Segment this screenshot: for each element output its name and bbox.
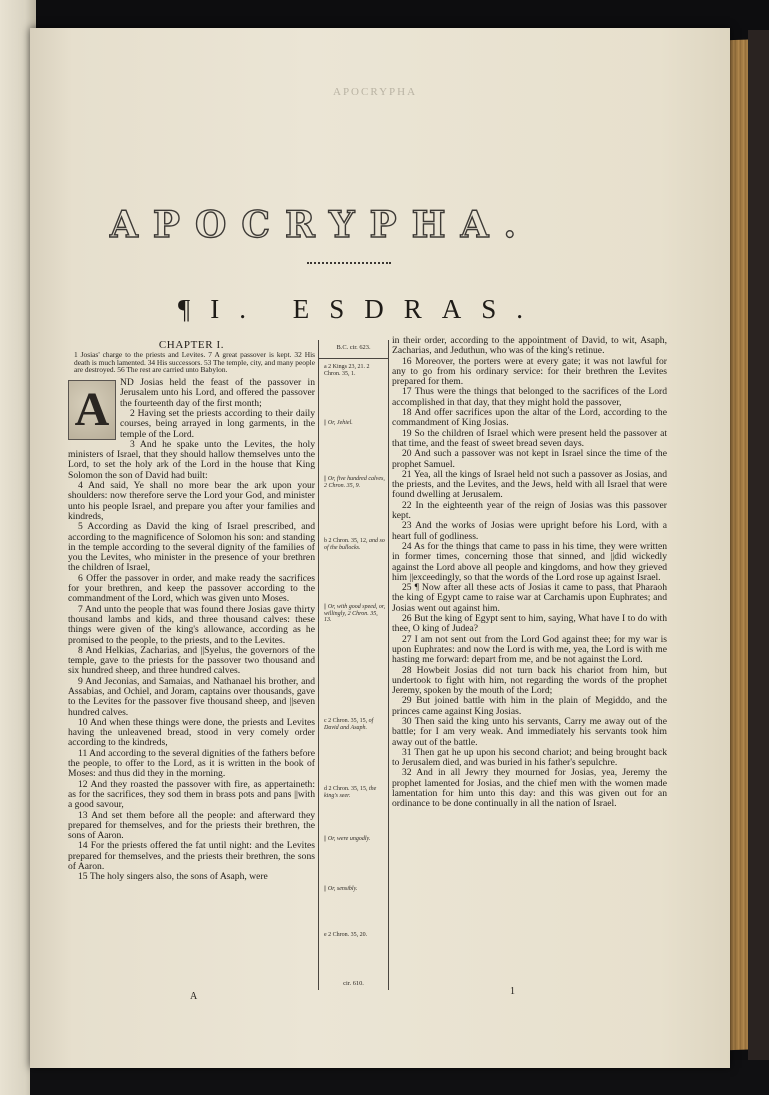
- verse-1: ND Josias held the feast of the passover in Jerusalem unto his Lord, and offered the passover the fourteenth day of the first month;: [120, 377, 315, 409]
- verse: 30 Then said the king unto his servants, Carry me away out of the battle; for I am very weak. And immediately his servants took him away out of the battle.: [392, 715, 667, 748]
- margin-note: || Or, with good speed, or, willingly, 2 Chron. 35, 13.: [324, 604, 386, 624]
- margin-note: b 2 Chron. 35, 12, and so of the bullocks.: [324, 538, 385, 551]
- verse: 25 ¶ Now after all these acts of Josias it came to pass, that Pharaoh the king of Egypt came to raise war at Carchamis upon Euphrates; and Josias went out against him.: [392, 582, 667, 614]
- verse: 2 Having set the priests according to their daily courses, being arrayed in long garments, in the temple of the Lord.: [120, 407, 315, 440]
- verse: 16 Moreover, the porters were at every gate; it was not lawful for any to go from his ordinary service: for their brethren the Levites prepared for them.: [392, 355, 667, 388]
- verse: 23 And the works of Josias were upright before his Lord, with a heart full of godliness.: [392, 520, 667, 542]
- apocrypha-title: APOCRYPHA.: [110, 204, 532, 246]
- verse: 5 According as David the king of Israel prescribed, and according to the magnificence of Solomon his son: and standing in the temple according to the several dignity of the families of you the Levites, who minister in the presence of your brethren the children of Israel,: [68, 521, 315, 574]
- verse: 3 And he spake unto the Levites, the holy ministers of Israel, that they should hallow themselves unto the Lord, to set the holy ark of the Lord in the house that King Solomon the son of David had built:: [68, 438, 315, 481]
- verse: 10 And when these things were done, the priests and Levites having the unleavened bread, stood in very comely order according to the kindreds,: [68, 716, 315, 749]
- verse: 4 And said, Ye shall no more bear the ark upon your shoulders: now therefore serve the Lord your God, and minister unto his people Israel, and prepare you after your families and kindreds,: [68, 480, 315, 522]
- signature-mark: A: [190, 991, 198, 1002]
- page-title: [110, 196, 532, 246]
- text-column-right: [392, 336, 667, 996]
- verse: 11 And according to the several dignities of the fathers before the people, to offer to the Lord, as it is written in the book of Moses: and thus did they in the morning.: [68, 747, 315, 780]
- verse: 22 In the eighteenth year of the reign of Josias was this passover kept.: [392, 499, 667, 522]
- verse: 18 And offer sacrifices upon the altar of the Lord, according to the commandment of King Josias.: [392, 407, 667, 429]
- chapter-summary: 1 Josias' charge to the priests and Levites. 7 A great passover is kept. 32 His death is much lamented. 34 His successors. 53 The temple, city, and many people are destroyed. 56 The rest are carried unto Babylon.: [74, 350, 315, 375]
- verse: 7 And unto the people that was found there Josias gave thirty thousand lambs and kids, and three thousand calves: these things were given of the king's allowance, according as he promised to the people, to the priests, and to the Levites.: [68, 603, 315, 646]
- verse: 14 For the priests offered the fat until night: and the Levites prepared for themselves, and the priests their brethren, the sons of Aaron.: [68, 840, 315, 873]
- margin-note: c 2 Chron. 35, 15, of David and Asaph.: [324, 718, 374, 731]
- verse: 28 Howbeit Josias did not turn back his chariot from him, but undertook to fight with him, not regarding the words of the prophet Jeremy, spoken by the mouth of the Lord;: [392, 664, 667, 697]
- margin-note: || Or, Jehiel.: [324, 420, 353, 426]
- text-column-left: [68, 340, 315, 1005]
- book-title: ¶I. ESDRAS.: [178, 294, 544, 324]
- verse: 32 And in all Jewry they mourned for Josias, yea, Jeremy the prophet lamented for Josias, and the chief men with the women made lamentation for him unto this day: and this was given out for an ordinance to be done continually in all the nation of Israel.: [392, 767, 667, 810]
- margin-note: || Or, five hundred calves, 2 Chron. 35, 9.: [324, 476, 385, 489]
- verse: 15 The holy singers also, the sons of Asaph, were: [78, 871, 268, 883]
- verse: 17 Thus were the things that belonged to the sacrifices of the Lord accomplished in that day, that they might hold the passover,: [392, 386, 667, 408]
- verse: 26 But the king of Egypt sent to him, saying, What have I to do with thee, O king of Judea?: [392, 613, 667, 635]
- verse: 20 And such a passover was not kept in Israel since the time of the prophet Samuel.: [392, 448, 667, 470]
- verse: 6 Offer the passover in order, and make ready the sacrifices for your brethren, and keep the passover according to the commandment of the Lord, which was given unto Moses.: [68, 572, 315, 605]
- margin-note: || Or, were ungodly.: [324, 836, 371, 842]
- verse: in their order, according to the appointment of David, to wit, Asaph, Zacharias, and Jeduthun, who was of the king's retinue.: [392, 336, 667, 357]
- margin-note: || Or, sensibly.: [324, 886, 358, 892]
- book-cover-right: [748, 30, 769, 1095]
- verse: 27 I am not sent out from the Lord God against thee; for my war is upon Euphrates: and now the Lord is with me, yea, the Lord is with me hasting me forward: depart from me, and be not against the Lord.: [392, 633, 667, 666]
- verse: 19 So the children of Israel which were present held the passover at that time, and the feast of sweet bread seven days.: [392, 427, 667, 449]
- verse: 8 And Helkias, Zacharias, and ||Syelus, the governors of the temple, gave to the priests for the passover two thousand and six hundred sheep, and three hundred calves.: [68, 644, 315, 677]
- margin-note: e 2 Chron. 35, 20.: [324, 932, 368, 938]
- verse: 21 Yea, all the kings of Israel held not such a passover as Josias, and the priests, and the Levites, and the Jews, held with all Israel that were found dwelling at Jerusalem.: [392, 468, 667, 501]
- ornamental-rule: [307, 262, 391, 264]
- verse: 12 And they roasted the passover with fire, as appertaineth: as for the sacrifices, they sod them in brass pots and pans ||with a good savour,: [68, 778, 315, 811]
- chapter-heading: CHAPTER I.: [158, 340, 225, 351]
- page-number: 1: [510, 986, 515, 997]
- verse: 29 But joined battle with him in the plain of Megiddo, and the princes came against King Josias.: [392, 695, 667, 717]
- dropcap-letter: A: [68, 380, 116, 440]
- margin-note: a 2 Kings 23, 21. 2 Chron. 35, 1.: [324, 364, 370, 377]
- verse: 24 As for the things that came to pass in his time, they were written in former times, concerning those that sinned, and ||did wickedly against the Lord above all people and kingdoms, and how they grieved him ||exceedingly, so that the words of the Lord rose up against Israel.: [392, 540, 667, 583]
- marginal-references: [318, 340, 389, 990]
- verse: 31 Then gat he up upon his second chariot; and being brought back to Jerusalem died, and was buried in his father's sepulchre.: [392, 746, 667, 769]
- margin-date-foot: cir. 610.: [343, 980, 364, 987]
- margin-note: d 2 Chron. 35, 15, the king's seer.: [324, 786, 377, 799]
- show-through-text: APOCRYPHA: [333, 86, 418, 98]
- margin-date: B.C. cir. 623.: [319, 340, 388, 359]
- verse: 13 And set them before all the people: and afterward they prepared for themselves, and for the priests their brethren, the sons of Aaron.: [68, 809, 315, 842]
- verse: 9 And Jeconias, and Samaias, and Nathanael his brother, and Assabias, and Ochiel, and Joram, captains over thousands, gave to the Levites for the passover five thousand sheep, and ||seven hundred calves.: [68, 675, 315, 718]
